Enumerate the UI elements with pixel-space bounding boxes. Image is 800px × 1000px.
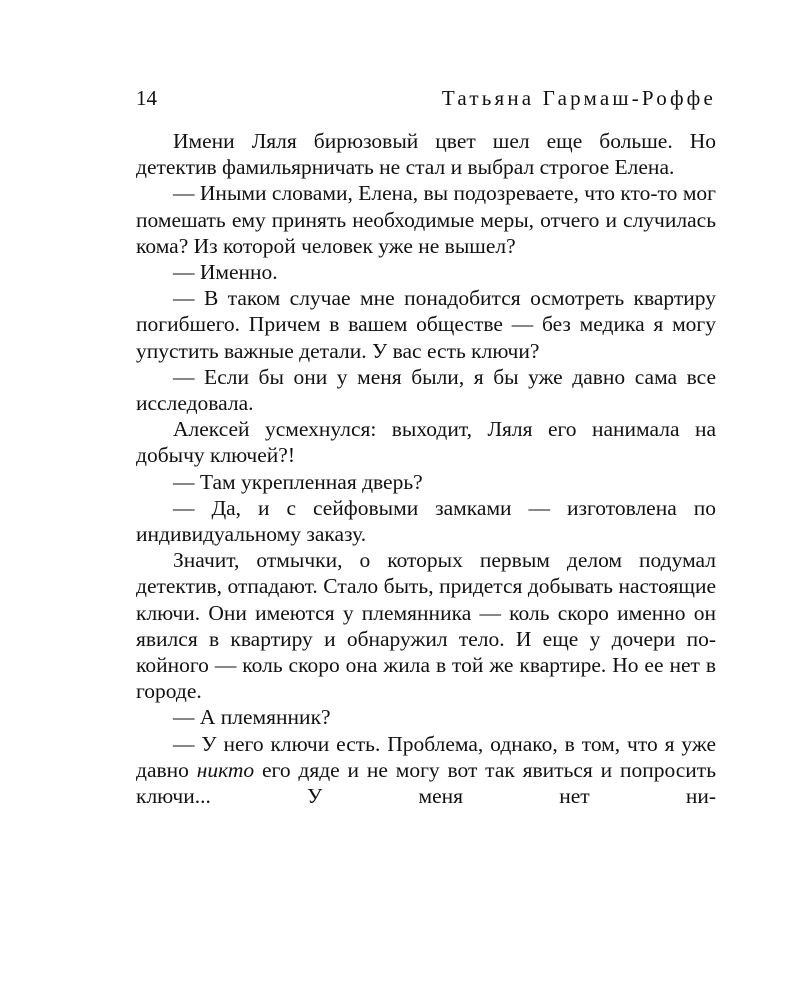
emphasized-word: никто [196, 757, 255, 782]
body-text [136, 128, 716, 809]
paragraph: — Иными словами, Елена, вы подозреваете, что кто-то мог помешать ему принять необходимые меры, отчего и случилась кома? Из которой человек уже не вышел? [136, 181, 716, 258]
paragraph: — Там укрепленная дверь? [173, 469, 423, 494]
page-number: 14 [136, 86, 157, 110]
running-head-author: Татьяна Гармаш-Роффе [441, 86, 716, 110]
paragraph: Алексей усмехнулся: выходит, Ляля его нанимала на добычу ключей?! [136, 417, 716, 468]
page-header [136, 86, 716, 116]
paragraph [136, 731, 716, 810]
paragraph: — Именно. [173, 260, 278, 285]
paragraph: — Если бы они у меня были, я бы уже давно сама все исследовала. [136, 364, 716, 416]
paragraph: — В таком случае мне понадобится осмотреть квартиру погибшего. Причем в вашем обществе — без медика я могу упустить важные детали. У вас есть ключи? [136, 286, 716, 363]
paragraph: — Да, и с сейфовыми замками — изготовлена по индивидуальному заказу. [136, 495, 716, 547]
paragraph-text: его дяде и не могу вот так явиться и попросить ключи... У меня нет ни- [136, 757, 717, 809]
paragraph: Значит, отмычки, о которых первым делом подумал детектив, отпадают. Стало быть, придется добывать настоящие ключи. Они имеются у племянника — коль скоро именно он явился в квартиру и обнаружил тело. И еще у дочери покойного — коль скоро она жила в той же квартире. Но ее нет в городе. [136, 548, 716, 704]
paragraph: Имени Ляля бирюзовый цвет шел еще больше. Но детектив фамильярничать не стал и выбрал строгое Елена. [136, 129, 716, 180]
paragraph: — А племянник? [173, 705, 331, 730]
paragraph-text: — У него ключи есть. Проблема, однако, в том, что я уже давно [136, 731, 716, 782]
